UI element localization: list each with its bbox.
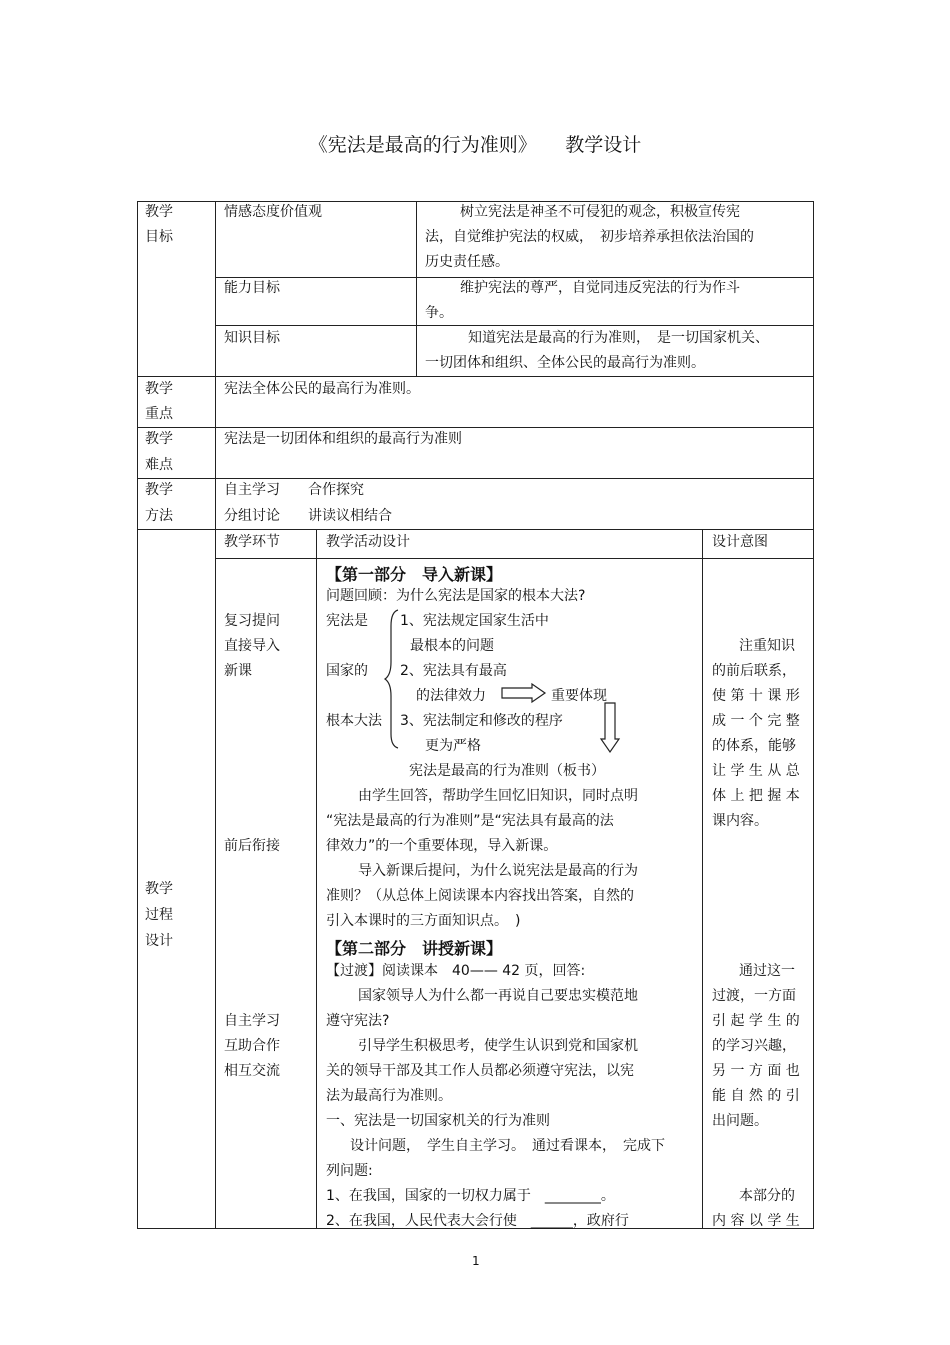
process-label-3: 设计 bbox=[145, 933, 173, 949]
goal-emotion-line-1: 树立宪法是神圣不可侵犯的观念，积极宣传宪 bbox=[460, 204, 740, 220]
left-word-1: 宪法是 bbox=[326, 613, 368, 629]
para4-line-2: 关的领导干部及其工作人员都必须遵守宪法，以宪 bbox=[326, 1063, 634, 1079]
intent-2-line-7: 出问题。 bbox=[712, 1113, 768, 1129]
para1-line-3: 律效力”的一个重要体现，导入新课。 bbox=[326, 838, 558, 854]
reason-3b: 更为严格 bbox=[425, 738, 481, 754]
goals-label-1: 教学 bbox=[145, 204, 173, 220]
para2-line-2: 准则？（从总体上阅读课本内容找出答案，自然的 bbox=[326, 888, 634, 904]
goal-emotion-name: 情感态度价值观 bbox=[224, 204, 322, 220]
intent-1-line-5: 的体系，能够 bbox=[712, 738, 796, 754]
goal-ability-line-2: 争。 bbox=[425, 305, 453, 321]
review-question: 问题回顾：为什么宪法是国家的根本大法? bbox=[326, 588, 586, 604]
intent-1-line-3: 使 第 十 课 形 bbox=[712, 688, 800, 704]
para2-line-1: 导入新课后提问，为什么说宪法是最高的行为 bbox=[358, 863, 638, 879]
goal-knowledge-name: 知识目标 bbox=[224, 330, 280, 346]
reason-3a: 3、宪法制定和修改的程序 bbox=[400, 713, 563, 729]
right-arrow-icon bbox=[502, 684, 545, 702]
method-label-1: 教学 bbox=[145, 482, 173, 498]
difficult-content: 宪法是一切团体和组织的最高行为准则 bbox=[224, 431, 462, 447]
reason-2b: 的法律效力 bbox=[416, 688, 486, 704]
intent-1-line-6: 让 学 生 从 总 bbox=[712, 763, 800, 779]
page-number: 1 bbox=[472, 1254, 480, 1268]
para2-line-3: 引入本课时的三方面知识点。 ) bbox=[326, 913, 521, 929]
intent-2-line-5: 另 一 方 面 也 bbox=[712, 1063, 800, 1079]
process-label-2: 过程 bbox=[145, 907, 173, 923]
intent-2-line-2: 过渡，一方面 bbox=[712, 988, 796, 1004]
stage-1-line-2: 直接导入 bbox=[224, 638, 280, 654]
transition: 【过渡】阅读课本 40—— 42 页，回答: bbox=[326, 963, 586, 979]
stage-2: 前后衔接 bbox=[224, 838, 280, 854]
stage-1-line-3: 新课 bbox=[224, 663, 252, 679]
left-word-2: 国家的 bbox=[326, 663, 368, 679]
stage-3-line-1: 自主学习 bbox=[224, 1013, 280, 1029]
goal-ability-name: 能力目标 bbox=[224, 280, 280, 296]
down-arrow-icon bbox=[601, 703, 619, 752]
left-brace-icon bbox=[385, 610, 398, 748]
goal-knowledge-line-1: 知道宪法是最高的行为准则， 是一切国家机关、 bbox=[468, 330, 769, 346]
part-1-heading: 【第一部分 导入新课】 bbox=[326, 565, 503, 584]
stage-1-line-1: 复习提问 bbox=[224, 613, 280, 629]
para3-line-1: 国家领导人为什么都一再说自己要忠实模范地 bbox=[358, 988, 638, 1004]
intent-1-line-1: 注重知识 bbox=[739, 638, 795, 654]
goal-ability-line-1: 维护宪法的尊严，自觉同违反宪法的行为作斗 bbox=[460, 280, 740, 296]
intent-2-line-6: 能 自 然 的 引 bbox=[712, 1088, 800, 1104]
difficult-label-1: 教学 bbox=[145, 431, 173, 447]
question-1: 1、在我国，国家的一切权力属于 ________。 bbox=[326, 1188, 615, 1204]
para5-line-2: 列问题: bbox=[326, 1163, 373, 1179]
col-header-intent: 设计意图 bbox=[712, 534, 768, 550]
para3-line-2: 遵守宪法? bbox=[326, 1013, 390, 1029]
key-reflect: 重要体现 bbox=[551, 688, 607, 704]
para5-line-1: 设计问题， 学生自主学习。 通过看课本， 完成下 bbox=[350, 1138, 665, 1154]
document-title: 《宪法是最高的行为准则》 教学设计 bbox=[308, 134, 642, 156]
method-line-1: 自主学习 合作探究 bbox=[224, 482, 364, 498]
goal-knowledge-line-2: 一切团体和组织、全体公民的最高行为准则。 bbox=[425, 355, 705, 371]
para4-line-3: 法为最高行为准则。 bbox=[326, 1088, 452, 1104]
left-word-3: 根本大法 bbox=[326, 713, 382, 729]
section-1-heading: 一、宪法是一切国家机关的行为准则 bbox=[326, 1113, 550, 1129]
intent-1-line-4: 成 一 个 完 整 bbox=[712, 713, 800, 729]
goal-emotion-line-2: 法，自觉维护宪法的权威， 初步培养承担依法治国的 bbox=[425, 229, 754, 245]
stage-3-line-3: 相互交流 bbox=[224, 1063, 280, 1079]
reason-1b: 最根本的问题 bbox=[410, 638, 494, 654]
key-label-1: 教学 bbox=[145, 381, 173, 397]
stage-3-line-2: 互助合作 bbox=[224, 1038, 280, 1054]
para4-line-1: 引导学生积极思考，使学生认识到党和国家机 bbox=[358, 1038, 638, 1054]
intent-2-line-3: 引 起 学 生 的 bbox=[712, 1013, 800, 1029]
intent-3-line-1: 本部分的 bbox=[739, 1188, 795, 1204]
key-label-2: 重点 bbox=[145, 406, 173, 422]
intent-1-line-2: 的前后联系， bbox=[712, 663, 796, 679]
col-header-stage: 教学环节 bbox=[224, 534, 280, 550]
difficult-label-2: 难点 bbox=[145, 457, 173, 473]
intent-1-line-8: 课内容。 bbox=[712, 813, 768, 829]
question-2: 2、在我国，人民代表大会行使 ______，政府行 bbox=[326, 1213, 629, 1229]
board-text: 宪法是最高的行为准则（板书） bbox=[409, 763, 605, 779]
method-line-2: 分组讨论 讲读议相结合 bbox=[224, 508, 392, 524]
intent-2-line-4: 的学习兴趣， bbox=[712, 1038, 796, 1054]
para1-line-1: 由学生回答，帮助学生回忆旧知识，同时点明 bbox=[358, 788, 638, 804]
goal-emotion-line-3: 历史责任感。 bbox=[425, 254, 509, 270]
goals-label-2: 目标 bbox=[145, 229, 173, 245]
reason-2a: 2、宪法具有最高 bbox=[400, 663, 507, 679]
col-header-activity: 教学活动设计 bbox=[326, 534, 410, 550]
method-label-2: 方法 bbox=[145, 508, 173, 524]
intent-2-line-1: 通过这一 bbox=[739, 963, 795, 979]
intent-1-line-7: 体 上 把 握 本 bbox=[712, 788, 800, 804]
key-content: 宪法全体公民的最高行为准则。 bbox=[224, 381, 420, 397]
part-2-heading: 【第二部分 讲授新课】 bbox=[326, 939, 503, 958]
intent-3-line-2: 内 容 以 学 生 bbox=[712, 1213, 800, 1229]
process-label-1: 教学 bbox=[145, 881, 173, 897]
reason-1a: 1、宪法规定国家生活中 bbox=[400, 613, 549, 629]
para1-line-2: “宪法是最高的行为准则”是“宪法具有最高的法 bbox=[326, 813, 614, 829]
